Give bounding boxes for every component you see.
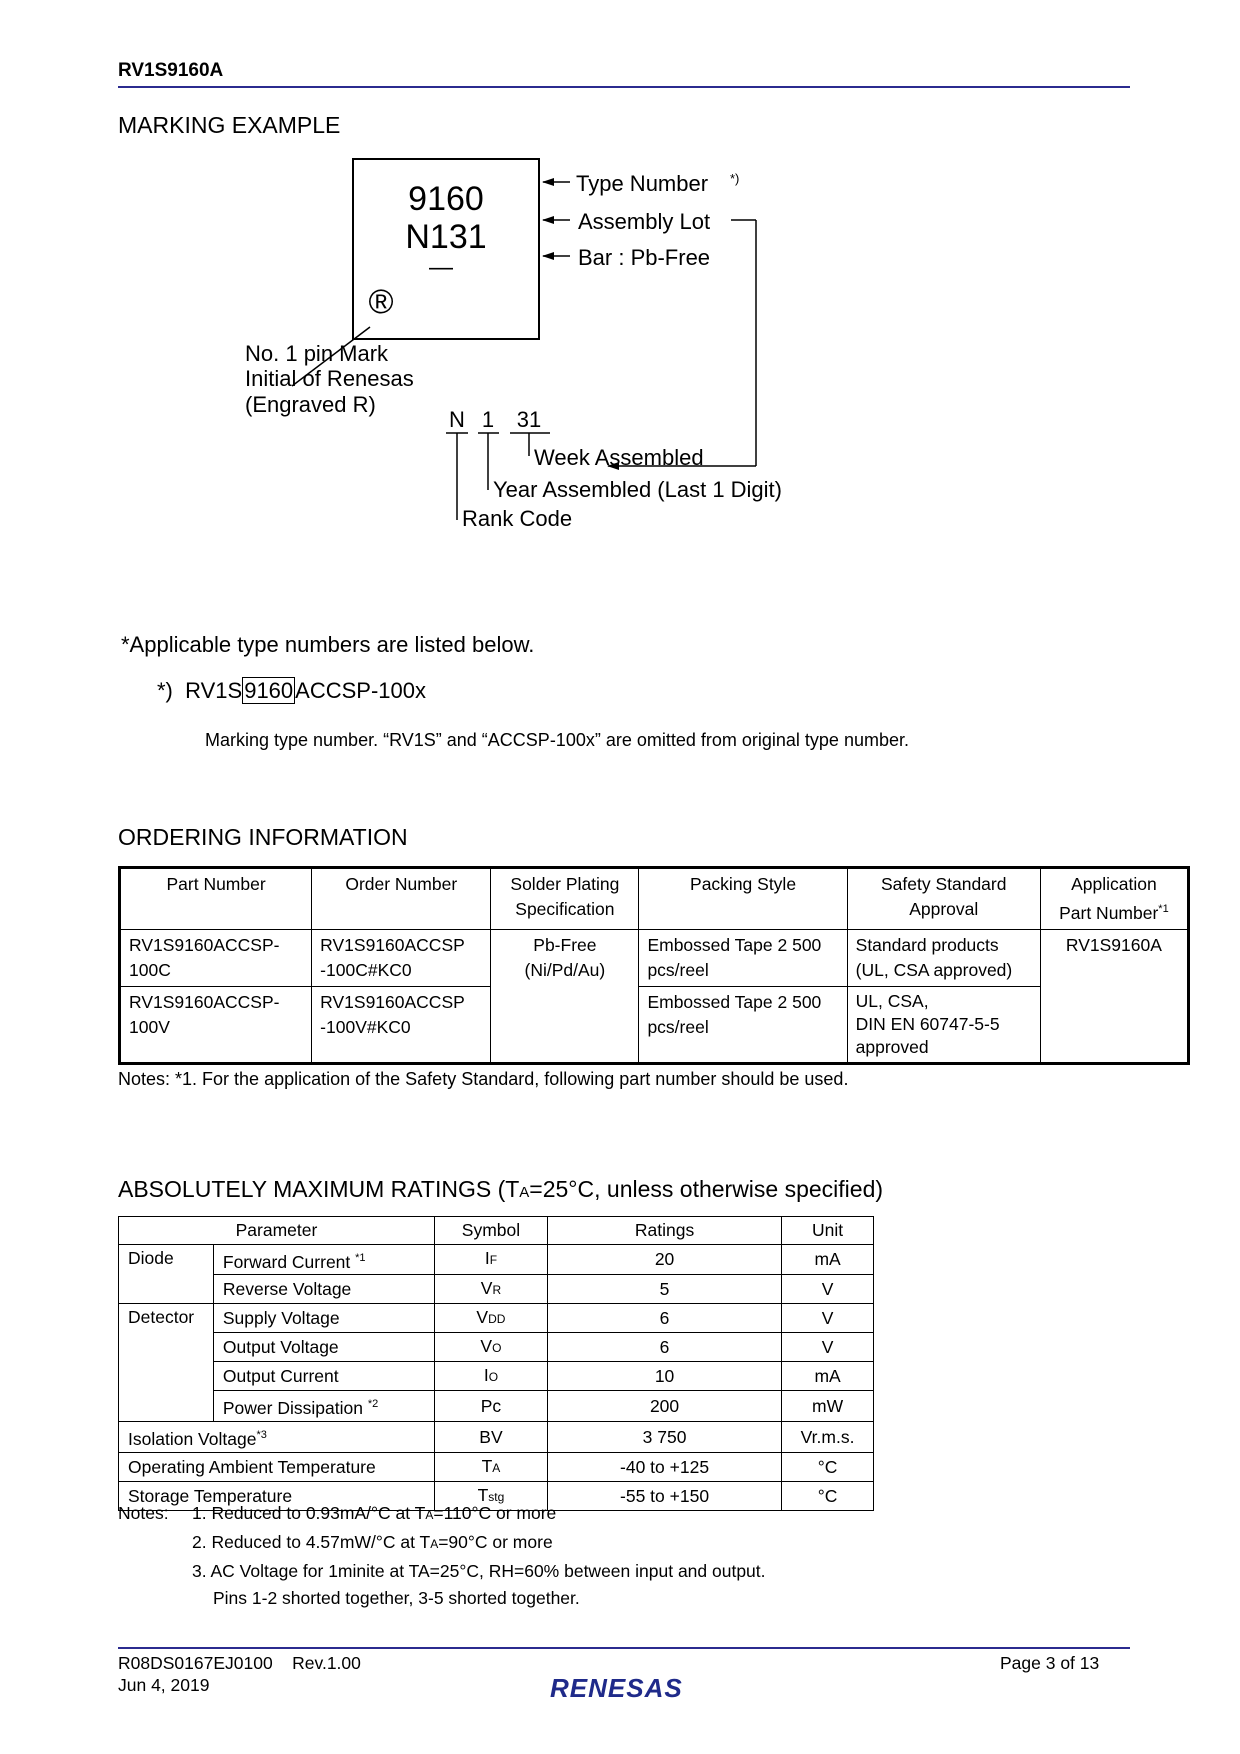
cell-symbol: IO [434, 1362, 547, 1391]
label-rank-code: Rank Code [462, 506, 573, 531]
cell-unit: Vr.m.s. [782, 1422, 874, 1453]
cell-order-number: RV1S9160ACCSP -100V#KC0 [312, 986, 491, 1063]
label-assembly-lot: Assembly Lot [578, 209, 711, 234]
cell-packing: Embossed Tape 2 500 pcs/reel [639, 986, 847, 1063]
hdr-order-number: Order Number [312, 868, 491, 930]
type-example-note: *) [157, 678, 173, 703]
hdr-parameter: Parameter [119, 1217, 435, 1245]
label-type-number: Type Number [576, 171, 709, 196]
chip-line-lot: N131 [405, 218, 487, 256]
pin-mark-symbol: ® [368, 283, 394, 321]
ordering-table [118, 866, 1190, 1065]
cell-param: Storage Temperature [119, 1481, 435, 1510]
footer-page: Page 3 of 13 [1000, 1653, 1100, 1673]
hdr-solder: Solder Plating Specification [491, 868, 639, 930]
cell-value: 3 750 [547, 1422, 781, 1453]
pin-mark-line1: No. 1 pin Mark [245, 341, 389, 366]
cell-part-number: RV1S9160ACCSP- 100V [120, 986, 312, 1063]
cell-value: 6 [547, 1304, 781, 1333]
ratings-note-1: 1. Reduced to 0.93mA/°C at TA=110°C or more [192, 1503, 557, 1523]
table-row [119, 1275, 874, 1304]
cell-param: Power Dissipation $^{*2}$ [213, 1391, 434, 1422]
document-title: RV1S9160A [118, 60, 224, 81]
footer-date: Jun 4, 2019 [118, 1675, 210, 1695]
cell-order-number: RV1S9160ACCSP -100C#KC0 [312, 929, 491, 986]
arrow-bar [542, 252, 554, 260]
ordering-header-row [120, 868, 1189, 930]
marking-diagram [118, 150, 1018, 600]
chip-line-type: 9160 [408, 180, 484, 218]
group-detector: Detector [119, 1304, 214, 1422]
ratings-note-3-cont: Pins 1-2 shorted together, 3-5 shorted together. [213, 1588, 580, 1608]
cell-unit: mW [782, 1391, 874, 1422]
hdr-ratings: Ratings [547, 1217, 781, 1245]
type-number-example [157, 678, 426, 704]
label-type-number-note: *) [730, 171, 740, 186]
cell-symbol: VR [434, 1275, 547, 1304]
hdr-symbol: Symbol [434, 1217, 547, 1245]
hdr-app-part: Application Part Number$^{*1}$ [1040, 868, 1188, 930]
cell-param: Isolation Voltage$^{*3}$ [119, 1422, 435, 1453]
label-week-assembled: Week Assembled [534, 445, 704, 470]
cell-value: 5 [547, 1275, 781, 1304]
cell-param: Operating Ambient Temperature [119, 1452, 435, 1481]
hdr-safety: Safety Standard Approval [847, 868, 1040, 930]
cell-param: Output Current [213, 1362, 434, 1391]
code-week: 31 [516, 407, 542, 432]
cell-param: Reverse Voltage [213, 1275, 434, 1304]
table-row [120, 986, 1189, 1063]
cell-safety: Standard products (UL, CSA approved) [847, 929, 1040, 986]
footer-doc-number: R08DS0167EJ0100 Rev.1.00 [118, 1653, 361, 1673]
cell-symbol: Tstg [434, 1481, 547, 1510]
footer-rule [118, 1647, 1130, 1649]
ratings-note-3: 3. AC Voltage for 1minite at TA=25°C, RH=60% between input and output. [192, 1561, 766, 1581]
type-example-prefix: RV1S [185, 678, 243, 703]
label-bar: Bar : Pb-Free [578, 245, 711, 270]
cell-part-number: RV1S9160ACCSP- 100C [120, 929, 312, 986]
cell-unit: °C [782, 1452, 874, 1481]
ratings-header-row [119, 1217, 874, 1245]
ratings-notes-label: Notes: [118, 1503, 169, 1523]
cell-unit: V [782, 1275, 874, 1304]
group-diode: Diode [119, 1244, 214, 1304]
table-row [119, 1452, 874, 1481]
code-year: 1 [481, 407, 495, 432]
cell-value: -55 to +150 [547, 1481, 781, 1510]
cell-safety: UL, CSA, DIN EN 60747-5-5 approved [847, 986, 1040, 1063]
label-year-assembled: Year Assembled (Last 1 Digit) [493, 477, 782, 502]
cell-unit: °C [782, 1481, 874, 1510]
arrow-type-number [542, 178, 554, 186]
cell-unit: mA [782, 1362, 874, 1391]
cell-value: 20 [547, 1244, 781, 1275]
cell-symbol: BV [434, 1422, 547, 1453]
marking-note: Marking type number. “RV1S” and “ACCSP-100x” are omitted from original type number. [205, 730, 909, 750]
hdr-part-number: Part Number [120, 868, 312, 930]
ratings-notes [192, 1500, 766, 1612]
code-rank: N [449, 407, 465, 432]
cell-unit: mA [782, 1244, 874, 1275]
cell-symbol: VO [434, 1333, 547, 1362]
chip-bar: — [429, 254, 453, 281]
cell-unit: V [782, 1304, 874, 1333]
table-row [120, 929, 1189, 986]
table-row [119, 1304, 874, 1333]
cell-value: 6 [547, 1333, 781, 1362]
header-rule [118, 86, 1130, 88]
ordering-section-title: ORDERING INFORMATION [118, 824, 408, 850]
pin-mark-line2: Initial of Renesas [245, 366, 414, 391]
cell-value: 200 [547, 1391, 781, 1422]
cell-solder: Pb-Free (Ni/Pd/Au) [491, 929, 639, 1063]
ratings-section-title: ABSOLUTELY MAXIMUM RATINGS (TA=25°C, unless otherwise specified) [118, 1176, 884, 1202]
marking-section-title: MARKING EXAMPLE [118, 112, 341, 138]
arrow-assembly-lot [542, 216, 554, 224]
table-row [119, 1362, 874, 1391]
renesas-logo: RENESAS [550, 1673, 683, 1703]
table-row [119, 1244, 874, 1275]
applicable-text: *Applicable type numbers are listed below. [121, 632, 535, 657]
cell-symbol: VDD [434, 1304, 547, 1333]
cell-packing: Embossed Tape 2 500 pcs/reel [639, 929, 847, 986]
ratings-table [118, 1216, 874, 1511]
cell-value: -40 to +125 [547, 1452, 781, 1481]
cell-app-part: RV1S9160A [1040, 929, 1188, 1063]
cell-value: 10 [547, 1362, 781, 1391]
cell-symbol: TA [434, 1452, 547, 1481]
hdr-unit: Unit [782, 1217, 874, 1245]
table-row [119, 1422, 874, 1453]
hdr-packing: Packing Style [639, 868, 847, 930]
cell-param: Forward Current $^{*1}$ [213, 1244, 434, 1275]
cell-param: Output Voltage [213, 1333, 434, 1362]
cell-unit: V [782, 1333, 874, 1362]
cell-symbol: Pc [434, 1391, 547, 1422]
pin-mark-line3: (Engraved R) [245, 392, 376, 417]
ordering-note: Notes: *1. For the application of the Safety Standard, following part number should be used. [118, 1069, 849, 1089]
table-row [119, 1333, 874, 1362]
type-example-suffix: ACCSP-100x [295, 678, 426, 703]
table-row [119, 1391, 874, 1422]
cell-param: Supply Voltage [213, 1304, 434, 1333]
cell-symbol: IF [434, 1244, 547, 1275]
ratings-note-2: 2. Reduced to 4.57mW/°C at TA=90°C or more [192, 1532, 553, 1552]
type-example-boxed: 9160 [244, 678, 294, 703]
